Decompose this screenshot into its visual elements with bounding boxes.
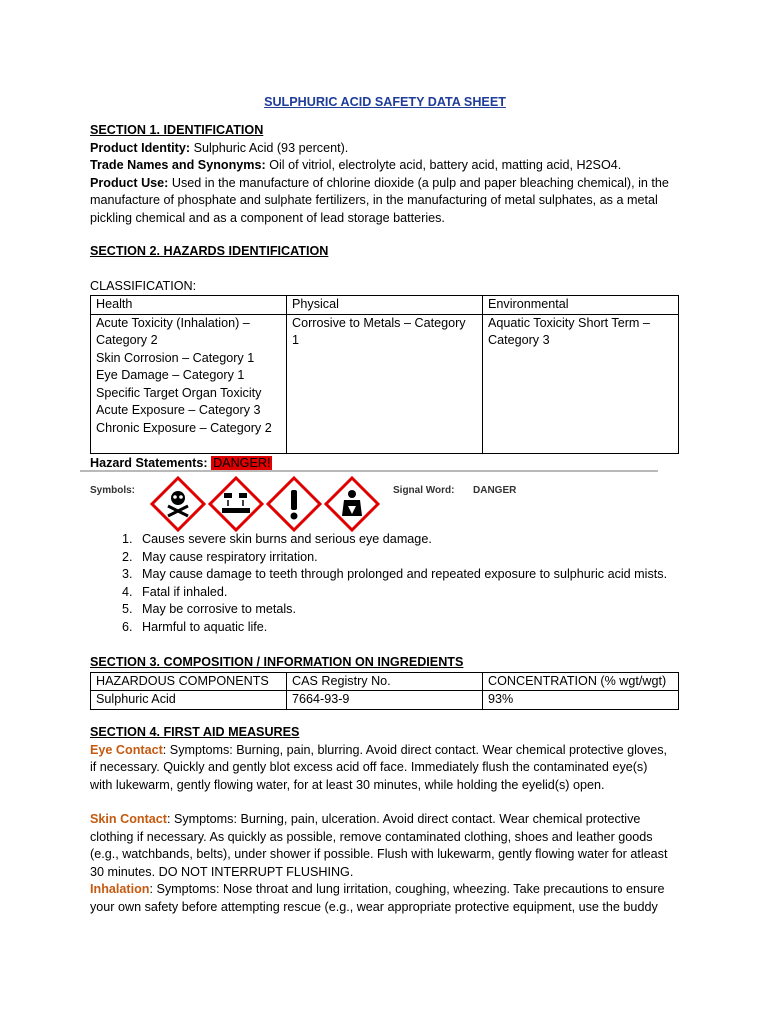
environmental-cell	[483, 314, 679, 453]
trade-names-value: Oil of vitriol, electrolyte acid, battery acid, matting acid, H2SO4.	[269, 158, 622, 172]
list-item: 1. Causes severe skin burns and serious eye damage.	[136, 531, 680, 549]
health-line: Eye Damage – Category 1	[96, 368, 245, 382]
list-item: 6. Harmful to aquatic life.	[136, 619, 680, 637]
section-2	[90, 243, 680, 472]
section-4-heading: SECTION 4. FIRST AID MEASURES	[90, 725, 300, 739]
product-identity-label: Product Identity:	[90, 140, 191, 155]
signal-word-label: Signal Word:	[393, 485, 455, 496]
inhalation-text: : Symptoms: Nose throat and lung irritation, coughing, wheezing. Take precautions to ensure your own safety before attempting rescue (e.g., wear appropriate protective equipment, use the buddy	[90, 882, 665, 914]
table-header-cas: CAS Registry No.	[287, 672, 483, 691]
physical-line: Corrosive to Metals – Category	[292, 315, 466, 330]
skin-contact-paragraph	[90, 811, 672, 881]
physical-cell	[287, 314, 483, 453]
table-header-health: Health	[91, 296, 287, 315]
product-use-line	[90, 175, 672, 228]
hazard-statements-label: Hazard Statements:	[90, 455, 208, 470]
section-3	[90, 654, 680, 710]
corrosion-icon	[210, 478, 262, 530]
inhalation-label: Inhalation	[90, 882, 150, 896]
section-1	[90, 122, 680, 227]
table-row	[91, 691, 679, 710]
table-header-components: HAZARDOUS COMPONENTS	[91, 672, 287, 691]
symbols-label: Symbols:	[90, 485, 136, 496]
list-item: 2. May cause respiratory irritation.	[136, 549, 680, 567]
environmental-line: Category 3	[488, 333, 550, 347]
eye-contact-label: Eye Contact	[90, 742, 163, 757]
product-use-label: Product Use:	[90, 175, 169, 190]
health-line: Skin Corrosion – Category 1	[96, 350, 255, 365]
skull-crossbones-icon	[152, 478, 204, 530]
table-row	[91, 314, 679, 453]
list-item: 3. May cause damage to teeth through prolonged and repeated exposure to sulphuric acid mists.	[136, 566, 680, 584]
skin-contact-text: : Symptoms: Burning, pain, ulceration. Avoid direct contact. Wear chemical protective clothing if necessary. As quickly as possible, remove contaminated clothing, shoes and leather goods (e.g., watchbands, belts), under shower if possible. Flush with lukewarm, gently flowing water for atleast 30 minutes. DO NOT INTERRUPT FLUSHING.	[90, 812, 668, 879]
eye-contact-text: : Symptoms: Burning, pain, blurring. Avoid direct contact. Wear chemical protective gloves, if necessary. Quickly and gently blot excess acid off face. Immediately flush the contaminated eye(s) with lukewarm, gently flowing water, for at least 30 minutes, while holding the eyelid(s) open.	[90, 742, 668, 792]
table-header-environmental: Environmental	[483, 296, 679, 315]
section-2-heading: SECTION 2. HAZARDS IDENTIFICATION	[90, 244, 329, 258]
health-cell	[91, 314, 287, 453]
document-title: SULPHURIC ACID SAFETY DATA SHEET	[264, 95, 506, 109]
classification-table	[90, 295, 679, 454]
health-hazard-icon	[326, 478, 378, 530]
symbols-bar	[80, 470, 658, 534]
composition-table	[90, 672, 679, 710]
list-item: 4. Fatal if inhaled.	[136, 584, 680, 602]
signal-word-value: DANGER	[473, 485, 517, 496]
health-line: Category 2	[96, 333, 158, 347]
product-identity-line	[90, 140, 680, 158]
section-1-heading: SECTION 1. IDENTIFICATION	[90, 123, 264, 137]
health-line: Chronic Exposure – Category 2	[96, 420, 272, 435]
pictogram-strip	[148, 476, 388, 532]
health-line: Acute Toxicity (Inhalation) –	[96, 315, 250, 330]
table-header-physical: Physical	[287, 296, 483, 315]
classification-label: CLASSIFICATION:	[90, 278, 197, 293]
table-header-row	[91, 672, 679, 691]
table-cell-concentration: 93%	[483, 691, 679, 710]
inhalation-paragraph	[90, 881, 672, 916]
trade-names-label: Trade Names and Synonyms:	[90, 158, 266, 172]
table-header-concentration: CONCENTRATION (% wgt/wgt)	[483, 672, 679, 691]
table-header-row	[91, 296, 679, 315]
exclamation-icon	[268, 478, 320, 530]
physical-line: 1	[292, 333, 300, 347]
skin-contact-label: Skin Contact	[90, 812, 167, 826]
environmental-line: Aquatic Toxicity Short Term –	[488, 315, 650, 330]
danger-tag: DANGER!	[213, 455, 271, 470]
product-identity-value: Sulphuric Acid (93 percent).	[193, 140, 349, 155]
trade-names-line	[90, 157, 680, 175]
list-item: 5. May be corrosive to metals.	[136, 601, 680, 619]
table-cell-cas: 7664-93-9	[287, 691, 483, 710]
section-4	[90, 724, 672, 916]
health-line: Acute Exposure – Category 3	[96, 403, 261, 417]
eye-contact-paragraph	[90, 742, 672, 795]
product-use-value: Used in the manufacture of chlorine dioxide (a pulp and paper bleaching chemical), in the manufacture of phosphate and sulphate fertilizers, in the manufacturing of metal sulphates, as a metal pickling chemical and as a component of lead storage batteries.	[90, 175, 669, 225]
table-cell-component: Sulphuric Acid	[91, 691, 287, 710]
hazard-statements-list	[90, 531, 680, 636]
section-3-heading: SECTION 3. COMPOSITION / INFORMATION ON INGREDIENTS	[90, 655, 464, 669]
statements-list	[90, 531, 680, 636]
health-line: Specific Target Organ Toxicity	[96, 385, 262, 400]
